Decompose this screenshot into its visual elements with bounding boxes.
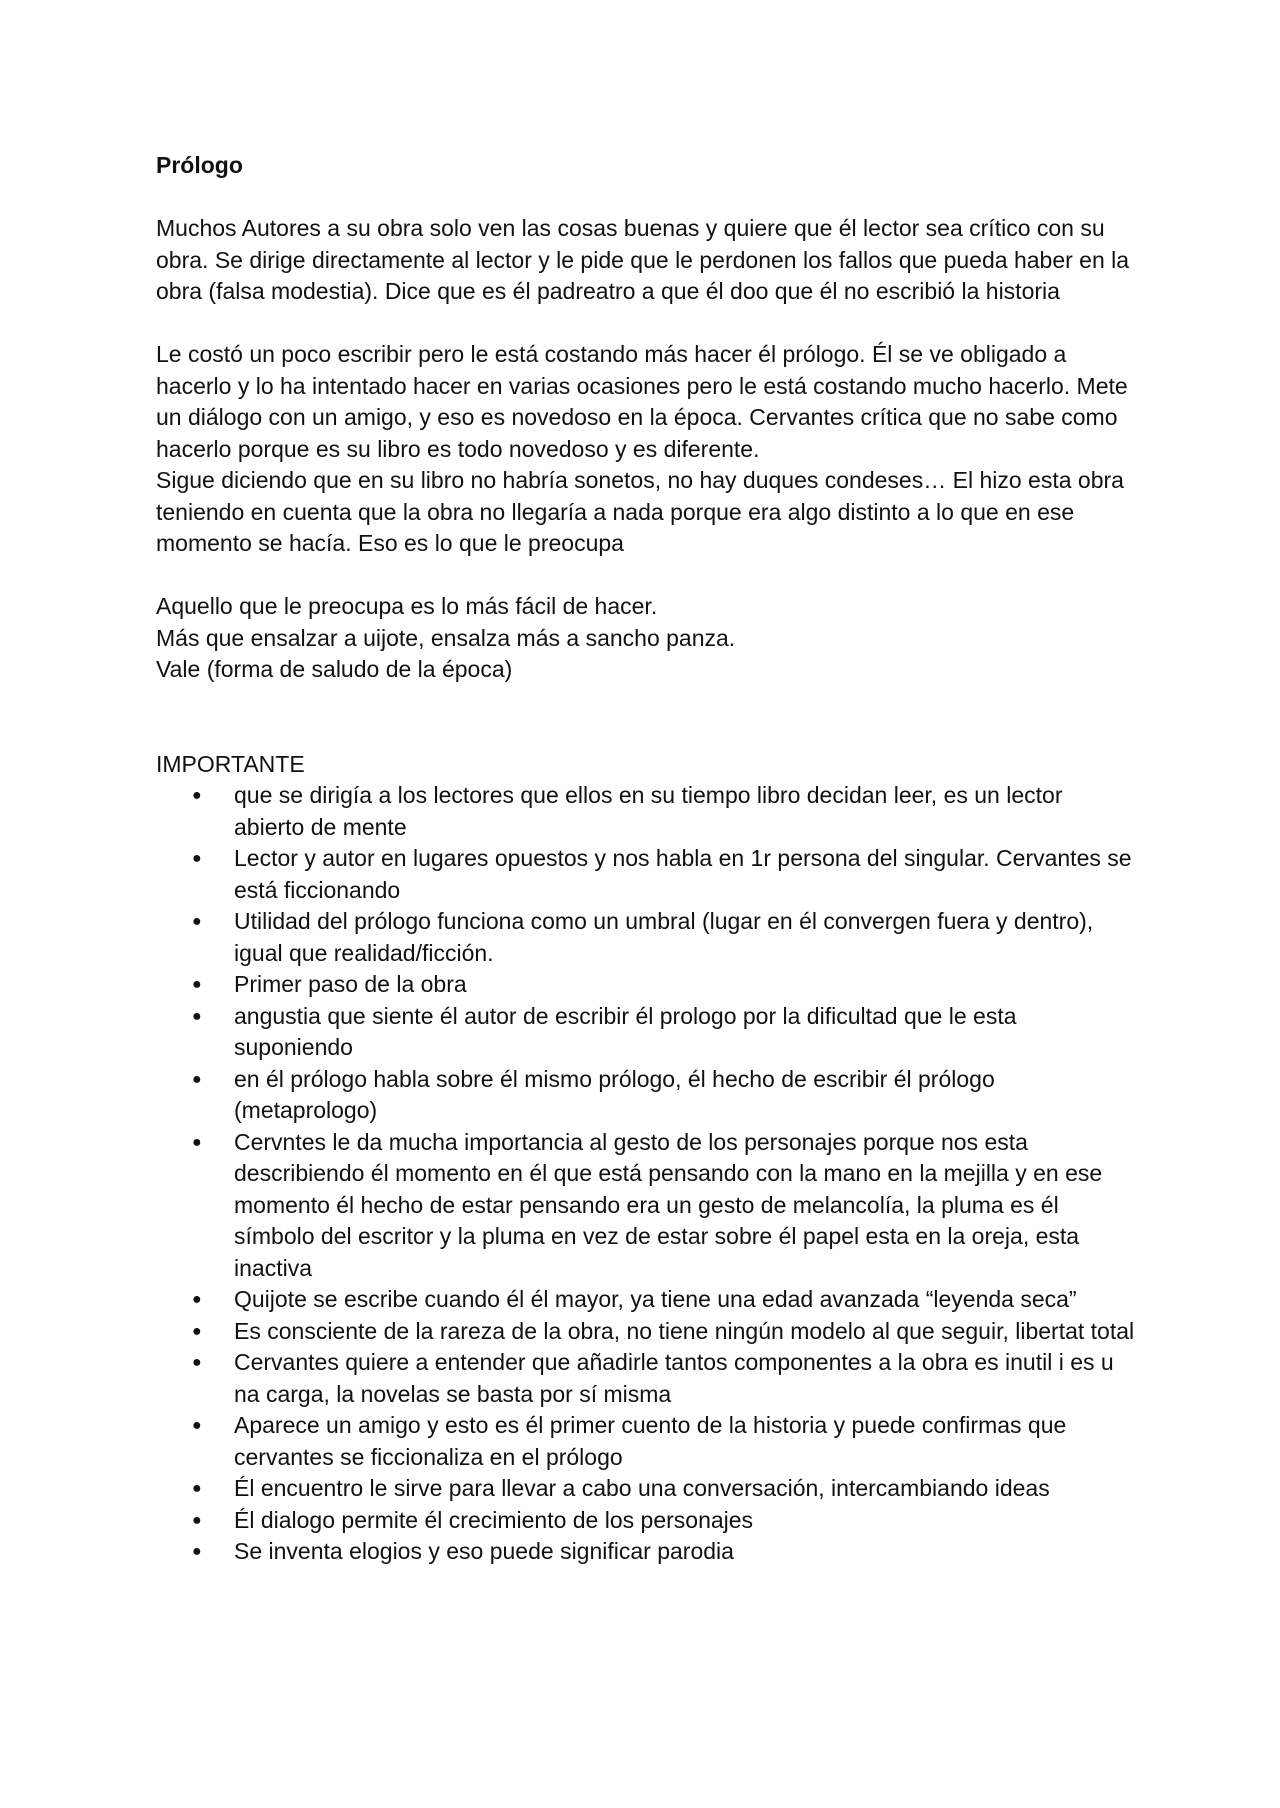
important-heading: IMPORTANTE bbox=[156, 750, 305, 777]
bullet-icon: ● bbox=[192, 1322, 202, 1340]
list-item-text: Lector y autor en lugares opuestos y nos habla en 1r persona del singular. Cervantes se está ficcionando bbox=[234, 845, 1132, 903]
list-item-text: Aparece un amigo y esto es él primer cuento de la historia y puede confirmas que cervantes se ficcionaliza en el prólogo bbox=[234, 1412, 1067, 1470]
list-item bbox=[156, 1473, 1136, 1505]
spacer bbox=[156, 686, 1136, 749]
list-item bbox=[156, 1316, 1136, 1348]
list-item-text: Cervntes le da mucha importancia al gesto de los personajes porque nos esta describiendo él momento en él que está pensando con la mano en la mejilla y en ese momento él hecho de estar pensando era un gesto de melancolía, la pluma es él símbolo del escritor y la pluma en vez de estar sobre él papel esta en la oreja, esta inactiva bbox=[234, 1128, 1103, 1281]
list-item-text: Quijote se escribe cuando él él mayor, ya tiene una edad avanzada “leyenda seca” bbox=[234, 1286, 1077, 1312]
list-item-text: en él prólogo habla sobre él mismo prólogo, él hecho de escribir él prólogo (metaprologo) bbox=[234, 1065, 995, 1123]
list-item bbox=[156, 843, 1136, 906]
document-page bbox=[156, 150, 1136, 1568]
bullet-icon: ● bbox=[192, 1354, 202, 1371]
list-item bbox=[156, 1410, 1136, 1473]
list-item-text: Cervantes quiere a entender que añadirle tantos componentes a la obra es inutil i es u na carga, la novelas se basta por sí misma bbox=[234, 1349, 1114, 1407]
list-item bbox=[156, 969, 1136, 1001]
page-title: Prólogo bbox=[156, 152, 243, 178]
paragraph-sonetos: Sigue diciendo que en su libro no habría sonetos, no hay duques condeses… El hizo esta obra teniendo en cuenta que la obra no llegaría a nada porque era algo distinto a lo que en ese momento se hacía. Eso es lo que le preocupa bbox=[156, 467, 1124, 556]
bullet-icon: ● bbox=[192, 1480, 202, 1497]
list-item bbox=[156, 1284, 1136, 1316]
list-item-text: Es consciente de la rareza de la obra, no tiene ningún modelo al que seguir, libertat total bbox=[234, 1317, 1135, 1344]
bullet-icon: ● bbox=[192, 1543, 202, 1560]
list-item bbox=[156, 780, 1136, 843]
list-item-text: angustia que siente él autor de escribir él prologo por la dificultad que le esta suponiendo bbox=[234, 1002, 1017, 1060]
bullet-icon: ● bbox=[192, 913, 202, 930]
bullet-icon: ● bbox=[192, 1070, 202, 1088]
bullet-icon: ● bbox=[192, 1007, 202, 1025]
paragraph-ensalza: Más que ensalzar a uijote, ensalza más a sancho panza. bbox=[156, 624, 736, 651]
bullet-icon: ● bbox=[192, 1291, 202, 1308]
important-bullet-list bbox=[156, 780, 1136, 1568]
bullet-icon: ● bbox=[192, 1511, 202, 1529]
bullet-icon: ● bbox=[192, 976, 202, 993]
bullet-icon: ● bbox=[192, 787, 202, 804]
list-item-text: que se dirigía a los lectores que ellos en su tiempo libro decidan leer, es un lector abierto de mente bbox=[234, 782, 1063, 840]
list-item bbox=[156, 1347, 1136, 1410]
paragraph-prologue-difficulty: Le costó un poco escribir pero le está costando más hacer él prólogo. Él se ve obligado a hacerlo y lo ha intentado hacer en varias ocasiones pero le está costando mucho hacerlo. Mete un diálogo con un amigo, y eso es novedoso en la época. Cervantes crítica que no sabe como hacerlo porque es su libro es todo novedoso y es diferente. bbox=[156, 341, 1128, 462]
paragraph-vale: Vale (forma de saludo de la época) bbox=[156, 656, 513, 682]
list-item bbox=[156, 1127, 1136, 1285]
list-item bbox=[156, 1536, 1136, 1568]
list-item bbox=[156, 1505, 1136, 1537]
list-item bbox=[156, 906, 1136, 969]
bullet-icon: ● bbox=[192, 1417, 202, 1434]
list-item-text: Él dialogo permite él crecimiento de los personajes bbox=[234, 1506, 754, 1533]
list-item-text: Se inventa elogios y eso puede significar parodia bbox=[234, 1538, 734, 1564]
list-item bbox=[156, 1064, 1136, 1127]
spacer bbox=[156, 560, 1136, 592]
list-item-text: Primer paso de la obra bbox=[234, 971, 467, 997]
list-item bbox=[156, 1001, 1136, 1064]
bullet-icon: ● bbox=[192, 850, 202, 867]
paragraph-intro: Muchos Autores a su obra solo ven las cosas buenas y quiere que él lector sea crítico con su obra. Se dirige directamente al lector y le pide que le perdonen los fallos que pueda haber en la obra (falsa modestia). Dice que es él padreatro a que él doo que él no escribió la historia bbox=[156, 215, 1130, 304]
bullet-icon: ● bbox=[192, 1133, 202, 1151]
paragraph-preocupa: Aquello que le preocupa es lo más fácil de hacer. bbox=[156, 593, 658, 619]
list-item-text: Él encuentro le sirve para llevar a cabo una conversación, intercambiando ideas bbox=[234, 1475, 1050, 1501]
spacer bbox=[156, 308, 1136, 340]
list-item-text: Utilidad del prólogo funciona como un umbral (lugar en él convergen fuera y dentro), igual que realidad/ficción. bbox=[234, 908, 1094, 966]
